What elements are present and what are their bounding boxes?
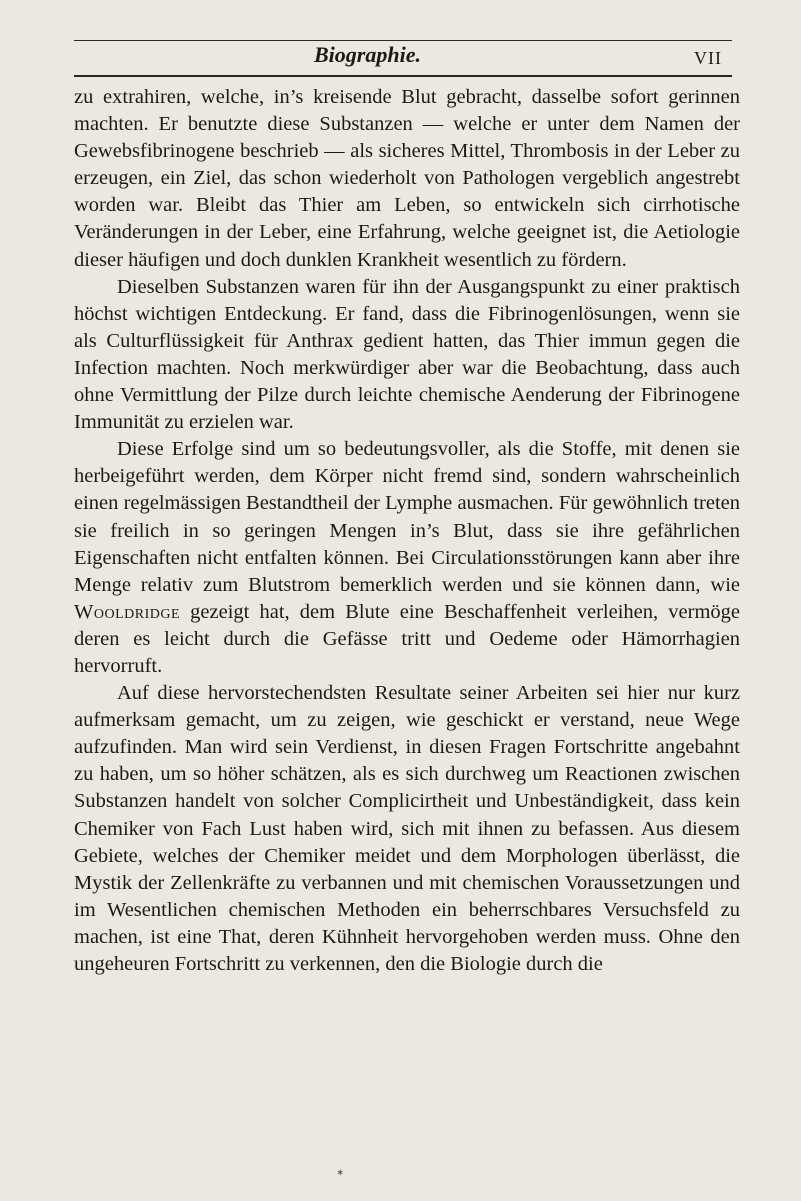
running-header — [74, 32, 732, 80]
paragraph-1: zu extrahiren, welche, in’s kreisende Blut gebracht, dasselbe sofort gerinnen machten. Er benutzte diese Substanzen — welche er unter dem Namen der Gewebsfibrinogene beschrieb — als sicheres Mittel, Thrombosis in der Leber zu erzeugen, ein Ziel, das schon wiederholt von Pathologen vergeblich angestrebt worden war. Bleibt das Thier am Leben, so entwickeln sich cirrhotische Veränderungen in der Leber, eine Erfahrung, welche geeignet ist, die Aetiologie dieser häufigen und doch dunklen Krankheit wesentlich zu fördern. — [74, 86, 740, 271]
page-number: VII — [694, 48, 722, 68]
print-mark: ✶ — [336, 1168, 345, 1179]
author-name-wooldridge: Wooldridge — [74, 600, 181, 623]
paragraph-3-text-before: Diese Erfolge sind um so bedeutungsvoller, als die Stoffe, mit denen sie herbeigeführt werden, dem Körper nicht fremd sind, sondern wahrscheinlich einen regelmässigen Bestandtheil der Lymphe ausmachen. Für gewöhnlich treten sie freilich in so geringen Mengen in’s Blut, dass sie ihre gefährlichen Eigenschaften nicht entfalten können. Bei Circulationsstörungen kann aber ihre Menge relativ zum Blutstrom bemerklich werden und sie können dann, wie — [74, 438, 740, 596]
paragraph-3-text-after: gezeigt hat, dem Blute eine Beschaffenheit verleihen, vermöge deren es leicht durch die Gefässe tritt und Oedeme oder Hämorrhagien hervorruft. — [74, 600, 740, 677]
header-rule-bottom — [74, 75, 732, 77]
paragraph-4: Auf diese hervorstechendsten Resultate seiner Arbeiten sei hier nur kurz aufmerksam gemacht, um zu zeigen, wie geschickt er verstand, neue Wege aufzufinden. Man wird sein Verdienst, in diesen Fragen Fortschritte angebahnt zu haben, um so höher schätzen, als es sich durchweg um Reactionen zwischen Substanzen handelt von solcher Complicirtheit und Unbeständigkeit, dass kein Chemiker von Fach Lust haben wird, sich mit ihnen zu befassen. Aus diesem Gebiete, welches der Chemiker meidet und dem Morphologen überlässt, die Mystik der Zellenkräfte zu verbannen und mit chemischen Voraussetzungen und im Wesentlichen chemischen Methoden ein beherrschbares Versuchsfeld zu machen, ist eine That, deren Kühnheit hervorgehoben werden muss. Ohne den ungeheuren Fortschritt zu verkennen, den die Biologie durch die — [74, 682, 740, 975]
body-text — [74, 84, 740, 978]
running-title: Biographie. — [314, 42, 421, 67]
paragraph-3 — [74, 436, 740, 680]
paragraph-2: Dieselben Substanzen waren für ihn der Ausgangspunkt zu einer praktisch höchst wichtigen Entdeckung. Er fand, dass die Fibrinogenlösungen, wenn sie als Culturflüssigkeit für Anthrax gedient hatten, das Thier immun gegen die Infection machten. Noch merkwürdiger aber war die Beobachtung, dass auch ohne Vermittlung der Pilze durch leichte chemische Aenderung der Fibrinogene Immunität zu erzielen war. — [74, 275, 740, 434]
header-rule-top — [74, 40, 732, 41]
